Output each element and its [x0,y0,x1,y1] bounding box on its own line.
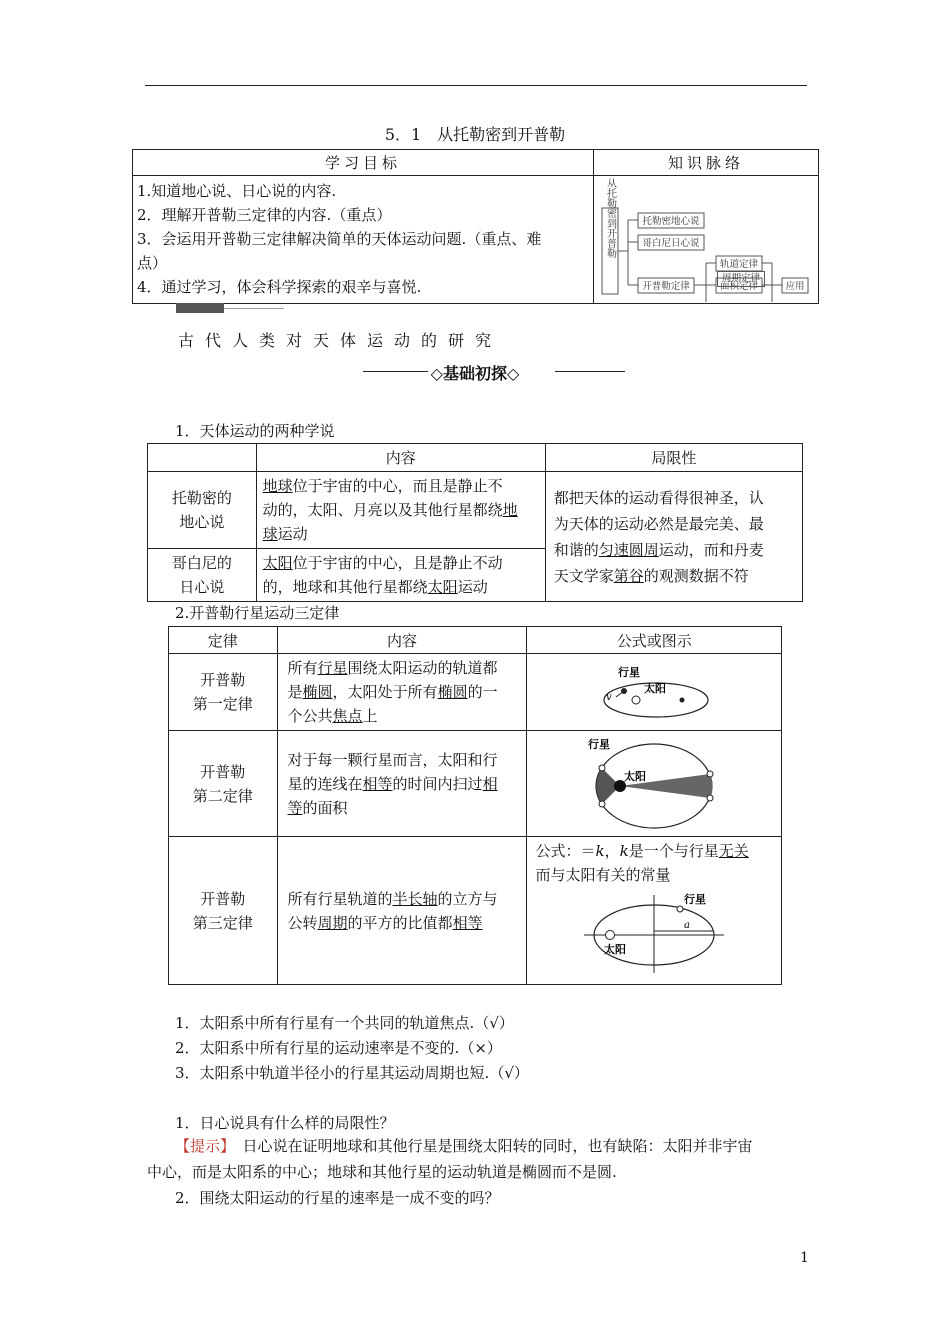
judgment-item: 3．太阳系中轨道半径小的行星其运动周期也短.（√） [175,1064,529,1082]
section-marker [176,303,224,313]
hint-label: 【提示】 [175,1137,228,1155]
page-number: 1 [800,1250,809,1266]
kepler-law3-name: 开普勒 第三定律 [169,837,278,985]
first-law-diagram [594,662,714,722]
kepler-law3-content: 所有行星轨道的半长轴的立方与 公转周期的平方的比值都相等 [277,837,527,985]
kepler-law2-content: 对于每一颗行星而言，太阳和行 星的连线在相等的时间内扫过相 等的面积 [277,731,527,837]
kepler-formula: 公式：＝k，k是一个与行星无关 [535,842,749,860]
goal-item: 点） [137,254,168,272]
diamond-icon: ◇ [430,364,443,383]
banner [0,361,950,384]
goals-header: 学习目标 [133,150,594,176]
item1-label: 1．天体运动的两种学说 [175,422,335,440]
map-branch-kepler: 开普勒定律 [642,281,690,292]
question-2: 2．围绕太阳运动的行星的速率是一成不变的吗？ [175,1189,500,1207]
theory-heliocentric-content: 太阳位于宇宙的中心，且是静止不动 的，地球和其他行星都绕太阳运动 [256,549,545,602]
map-application: 应用 [785,281,805,292]
goals-list [133,176,594,304]
diamond-icon: ◇ [507,364,520,383]
theory-header-content: 内容 [256,444,545,472]
theory-geocentric-content: 地球位于宇宙的中心，而且是静止不 动的，太阳、月亮以及其他行星都绕地 球运动 [256,472,545,549]
fig1-sun-label: 太阳 [644,682,667,695]
goal-item: 4．通过学习，体会科学探索的艰辛与喜悦. [137,278,422,296]
second-law-diagram [584,734,724,834]
fig3-a-label: a [684,920,691,931]
kepler-law3-formula-cell: 公式：＝k，k是一个与行星无关 而与太阳有关的常量 行星 太阳 a [527,837,782,985]
third-law-diagram [584,891,724,973]
goal-item: 2．理解开普勒三定律的内容.（重点） [137,206,392,224]
map-law-area: 面积定律 [719,281,759,292]
section-marker-line [224,308,284,309]
knowledge-map [594,176,819,304]
kepler-table [168,626,782,985]
kepler-header-content: 内容 [277,627,527,654]
sun-icon [606,931,615,940]
kepler-header-formula: 公式或图示 [527,627,782,654]
theory-name-heliocentric: 哥白尼的 日心说 [148,549,257,602]
map-header: 知识脉络 [594,150,819,176]
map-branch-ptolemy: 托勒密地心说 [642,216,700,227]
theory-limitation: 都把天体的运动看得很神圣，认 为天体的运动必然是最完美、最 和谐的匀速圆周运动，而和丹麦 天文学家第谷的观测数据不符 [545,472,802,602]
banner-text: 基础初探 [442,364,507,383]
theory-table [147,443,803,602]
header-rule [145,85,807,86]
map-law-period-box: 周期定律 [717,271,765,287]
page-title: 5．1 从托勒密到开普勒 [384,125,566,144]
goal-item: 1.知道地心说、日心说的内容. [137,182,337,200]
goal-item: 3．会运用开普勒三定律解决简单的天体运动问题.（重点、难 [137,230,542,248]
theory-name-geocentric: 托勒密的 地心说 [148,472,257,549]
fig2-sun-label: 太阳 [624,769,647,783]
judgment-item: 2．太阳系中所有行星的运动速率是不变的.（×） [175,1039,502,1057]
focus-dot [680,698,685,703]
kepler-law1-content: 所有行星围绕太阳运动的轨道都 是椭圆，太阳处于所有椭圆的一 个公共焦点上 [277,654,527,731]
map-branch-copernicus: 哥白尼日心说 [642,238,700,249]
sun-icon [632,696,640,704]
kepler-law2-name: 开普勒 第二定律 [169,731,278,837]
fig1-v-label: v [606,692,612,703]
item2-label: 2.开普勒行星运动三定律 [175,604,340,622]
kepler-header-law: 定律 [169,627,278,654]
kepler-law1-figure [527,654,782,731]
fig2-planet-label: 行星 [588,737,611,751]
fig1-planet-label: 行星 [618,666,641,679]
map-law-orbit: 轨道定律 [719,259,759,270]
fig3-sun-label: 太阳 [604,943,627,956]
theory-header-limit: 局限性 [545,444,802,472]
hint-paragraph: 【提示】 日心说在证明地球和其他行星是围绕太阳转的同时，也有缺陷：太阳并非宇宙 中心，而是太阳系的中心；地球和其他行星的运动轨道是椭圆而不是圆. [147,1137,753,1181]
judgment-item: 1．太阳系中所有行星有一个共同的轨道焦点.（√） [175,1014,514,1032]
section-title: 古代人类对天体运动的研究 [178,331,503,350]
question-1: 1．日心说具有什么样的局限性？ [175,1114,395,1132]
fig3-planet-label: 行星 [684,893,707,906]
map-root: 从托勒密到开普勒 [604,178,616,258]
goals-table [132,149,819,304]
kepler-law1-name: 开普勒 第一定律 [169,654,278,731]
kepler-law2-figure [527,731,782,837]
planet-dot [677,906,683,912]
knowledge-map-diagram [594,176,818,302]
